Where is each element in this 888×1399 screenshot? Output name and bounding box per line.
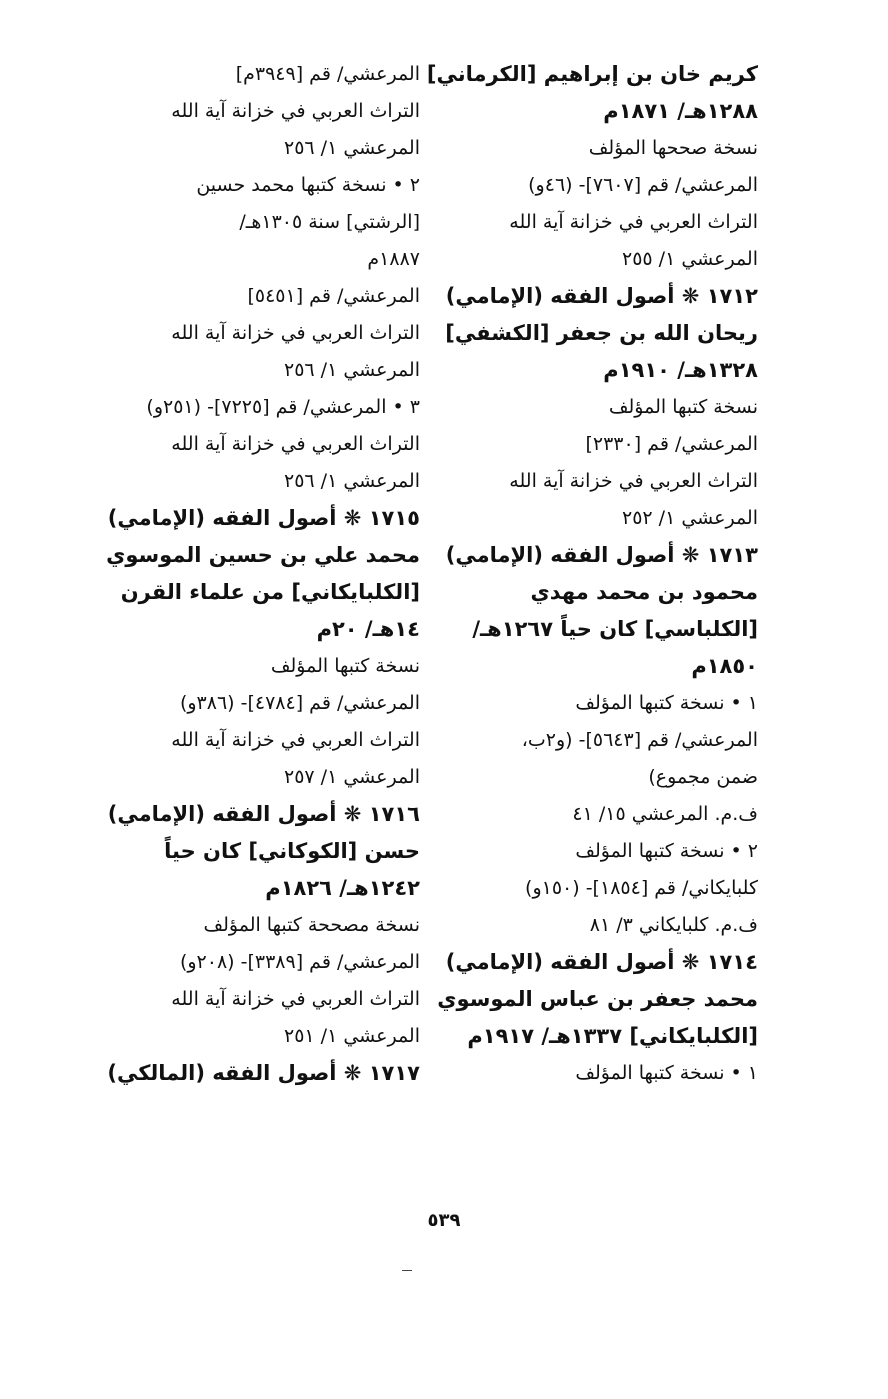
text-line: المرعشي ١/ ٢٥٧: [284, 766, 420, 788]
author-line: ١٢٤٢هـ/ ١٨٢٦م: [265, 876, 420, 900]
text-line: المرعشي/ قم [٧٦٠٧]- (٤٦و): [528, 174, 758, 196]
text-line: [الرشتي] سنة ١٣٠٥هـ/: [239, 211, 420, 233]
author-line: [الكلبايكاني] ١٣٣٧هـ/ ١٩١٧م: [467, 1024, 758, 1048]
text-line: ف.م. كلبايكاني ٣/ ٨١: [589, 914, 758, 936]
text-line: ف.م. المرعشي ١٥/ ٤١: [572, 803, 758, 825]
text-line: ٣ • المرعشي/ قم [٧٢٢٥]- (٢٥١و): [146, 396, 420, 418]
text-line: المرعشي ١/ ٢٥٥: [622, 248, 758, 270]
text-line: التراث العربي في خزانة آية الله: [171, 100, 420, 122]
text-line: المرعشي/ قم [٣٩٤٩م]: [235, 63, 420, 85]
text-line: ضمن مجموع): [648, 766, 758, 788]
text-line: المرعشي/ قم [٥٦٤٣]- (و٢ب،: [521, 729, 758, 751]
text-line: التراث العربي في خزانة آية الله: [171, 988, 420, 1010]
text-line: التراث العربي في خزانة آية الله: [171, 322, 420, 344]
text-line: ١ • نسخة كتبها المؤلف: [575, 1062, 758, 1084]
text-line: المرعشي ١/ ٢٥٦: [284, 137, 420, 159]
text-line: المرعشي ١/ ٢٥٦: [284, 470, 420, 492]
text-line: المرعشي ١/ ٢٥١: [284, 1025, 420, 1047]
entry-heading: ١٧١٦ ❋ أصول الفقه (الإمامي): [107, 802, 420, 826]
text-line: ١ • نسخة كتبها المؤلف: [575, 692, 758, 714]
text-line: المرعشي/ قم [٤٧٨٤]- (٣٨٦و): [179, 692, 420, 714]
text-line: ١٨٨٧م: [367, 248, 420, 270]
text-line: كلبايكاني/ قم [١٨٥٤]- (١٥٠و): [525, 877, 758, 899]
text-line: ٢ • نسخة كتبها محمد حسين: [196, 174, 420, 196]
text-line: المرعشي ١/ ٢٥٦: [284, 359, 420, 381]
entry-heading: ١٧١٤ ❋ أصول الفقه (الإمامي): [445, 950, 758, 974]
text-line: نسخة مصححة كتبها المؤلف: [203, 914, 420, 936]
author-line: ريحان الله بن جعفر [الكشفي]: [445, 321, 758, 345]
author-line: ١٨٥٠م: [691, 654, 758, 678]
entry-heading: ١٧١٣ ❋ أصول الفقه (الإمامي): [445, 543, 758, 567]
author-line: كريم خان بن إبراهيم [الكرماني]: [426, 62, 758, 86]
author-line: محمد علي بن حسين الموسوي: [106, 543, 420, 567]
author-line: ١٤هـ/ ٢٠م: [316, 617, 420, 641]
text-line: التراث العربي في خزانة آية الله: [509, 470, 758, 492]
entry-heading: ١٧١٧ ❋ أصول الفقه (المالكي): [107, 1061, 420, 1085]
author-line: [الكلبايكاني] من علماء القرن: [120, 580, 420, 604]
author-line: محمود بن محمد مهدي: [530, 580, 758, 604]
text-line: نسخة كتبها المؤلف: [608, 396, 758, 418]
author-line: ١٣٢٨هـ/ ١٩١٠م: [603, 358, 758, 382]
text-line: التراث العربي في خزانة آية الله: [509, 211, 758, 233]
text-line: نسخة صححها المؤلف: [588, 137, 758, 159]
text-line: المرعشي/ قم [٢٣٣٠]: [585, 433, 758, 455]
author-line: محمد جعفر بن عباس الموسوي: [437, 987, 758, 1011]
text-line: التراث العربي في خزانة آية الله: [171, 433, 420, 455]
text-line: المرعشي/ قم [٥٤٥١]: [247, 285, 420, 307]
right-column: [398, 56, 758, 1092]
scan-mark: [402, 1270, 412, 1271]
author-line: حسن [الكوكاني] كان حياً: [164, 839, 420, 863]
left-column: [60, 56, 420, 1092]
text-line: المرعشي/ قم [٣٣٨٩]- (٢٠٨و): [179, 951, 420, 973]
author-line: [الكلباسي] كان حياً ١٢٦٧هـ/: [472, 617, 758, 641]
author-line: ١٢٨٨هـ/ ١٨٧١م: [603, 99, 758, 123]
text-line: ٢ • نسخة كتبها المؤلف: [575, 840, 758, 862]
page-number: ٥٣٩: [427, 1210, 461, 1231]
text-line: المرعشي ١/ ٢٥٢: [622, 507, 758, 529]
text-line: نسخة كتبها المؤلف: [270, 655, 420, 677]
entry-heading: ١٧١٢ ❋ أصول الفقه (الإمامي): [445, 284, 758, 308]
text-line: التراث العربي في خزانة آية الله: [171, 729, 420, 751]
entry-heading: ١٧١٥ ❋ أصول الفقه (الإمامي): [107, 506, 420, 530]
